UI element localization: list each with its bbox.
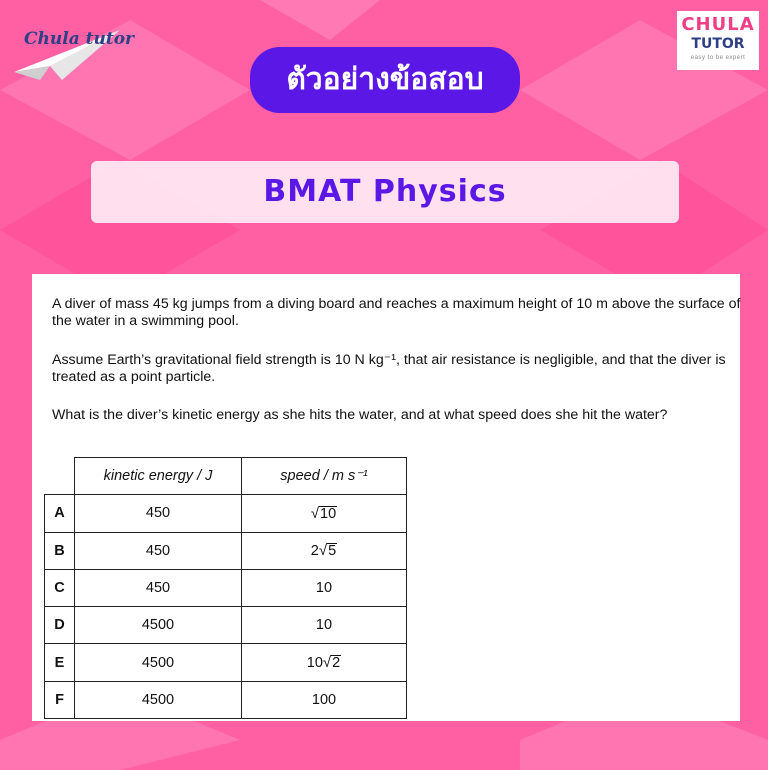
table-row [45,681,407,718]
speed-value [242,495,407,532]
answer-options-table [44,457,407,719]
speed-sqrt-expression [311,506,337,522]
speed-value [242,532,407,569]
speed-sqrt-expression [307,655,341,671]
question-paragraph-1: A diver of mass 45 kg jumps from a diving board and reaches a maximum height of 10 m above the surface of the water in a swimming pool. [52,296,741,329]
option-label: D [45,607,75,644]
question-paragraph-2: Assume Earth’s gravitational field strength is 10 N kg⁻¹, that air resistance is negligible, and that the diver is treated as a point particle. [52,352,726,385]
table-row [45,644,407,681]
option-label: E [45,644,75,681]
exam-example-title: ตัวอย่างข้อสอบ [250,47,520,113]
square-root-icon: √ [318,542,328,560]
speed-radicand: 10 [320,505,337,522]
logo-line-2: TUTOR [691,36,745,52]
square-root-icon: √ [322,654,332,672]
logo-tagline: easy to be expert [690,55,746,61]
speed-value [242,681,407,718]
logo-line-1: CHULA [681,14,755,35]
kinetic-energy-value: 450 [75,569,242,606]
speed-sqrt-expression [311,543,337,559]
speed-plain: 100 [311,691,337,708]
header-speed: speed / m s⁻¹ [242,458,407,495]
table-row [45,532,407,569]
table-row [45,607,407,644]
speed-value [242,607,407,644]
question-panel [32,274,740,721]
speed-value [242,569,407,606]
header-kinetic-energy: kinetic energy / J [75,458,242,495]
option-label: C [45,569,75,606]
subject-title: BMAT Physics [91,161,679,223]
option-label: F [45,681,75,718]
chula-tutor-logo-left [10,22,135,84]
kinetic-energy-value: 450 [75,532,242,569]
option-label: A [45,495,75,532]
kinetic-energy-value: 4500 [75,681,242,718]
speed-value [242,644,407,681]
speed-coefficient: 10 [306,655,323,672]
speed-radicand: 5 [328,543,337,560]
logo-left-text: Chula tutor [24,29,135,49]
header-blank-cell [45,458,75,495]
speed-plain: 10 [315,580,333,597]
speed-radicand: 2 [332,655,341,672]
option-label: B [45,532,75,569]
kinetic-energy-value: 4500 [75,644,242,681]
table-row [45,569,407,606]
table-header-row [45,458,407,495]
speed-coefficient: 2 [310,543,319,560]
square-root-icon: √ [310,504,320,522]
speed-plain: 10 [315,617,333,634]
table-row [45,495,407,532]
paper-plane-icon [10,22,135,84]
kinetic-energy-value: 4500 [75,607,242,644]
chula-tutor-logo-right [677,11,759,70]
kinetic-energy-value: 450 [75,495,242,532]
question-paragraph-3: What is the diver’s kinetic energy as she hits the water, and at what speed does she hit the water? [52,407,668,423]
